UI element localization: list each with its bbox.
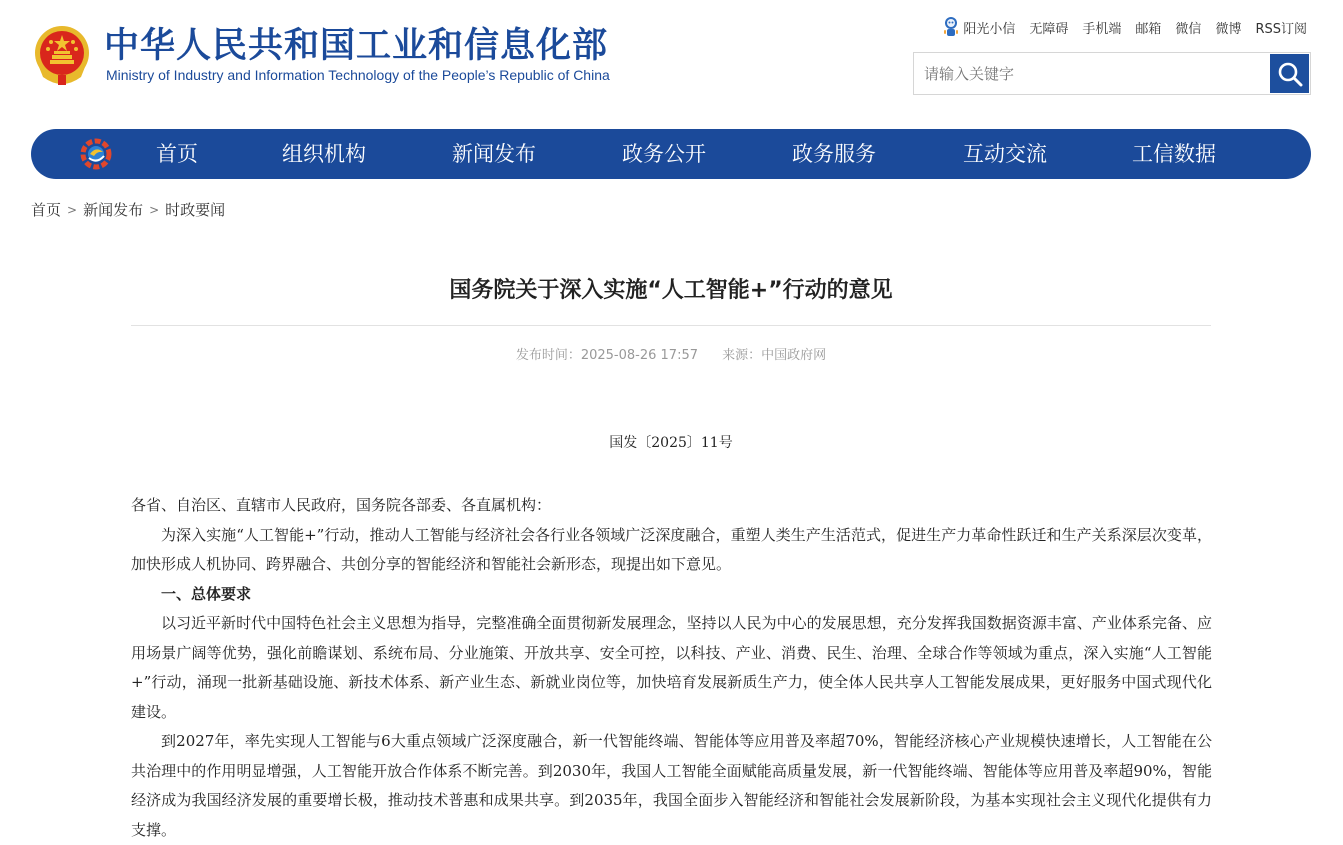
top-link-sunshine[interactable] bbox=[941, 15, 1015, 39]
site-title-en[interactable]: Ministry of Industry and Information Technology of the People’s Republic of China bbox=[106, 67, 610, 83]
intro-paragraph: 为深入实施“人工智能+”行动，推动人工智能与经济社会各行业各领域广泛深度融合，重塑人类生产生活范式，促进生产力革命性跃迁和生产关系深层次变革，加快形成人机协同、跨界融合、共创分享的智能经济和智能社会新形态，现提出如下意见。 bbox=[131, 525, 1212, 573]
breadcrumb bbox=[31, 199, 225, 220]
national-emblem-icon[interactable] bbox=[31, 23, 93, 87]
chevron-right-icon: > bbox=[67, 202, 78, 217]
top-link-accessibility[interactable]: 无障碍 bbox=[1029, 21, 1069, 37]
top-link-wechat[interactable]: 微信 bbox=[1175, 21, 1202, 37]
article-source: 来源：中国政府网 bbox=[722, 348, 827, 363]
search-box bbox=[913, 52, 1311, 95]
guideline-paragraph: 以习近平新时代中国特色社会主义思想为指导，完整准确全面贯彻新发展理念，坚持以人民为中心的发展思想，充分发挥我国数据资源丰富、产业体系完备、应用场景广阔等优势，强化前瞻谋划、系统布局、分业施策、开放共享、安全可控，以科技、产业、消费、民生、治理、全球合作等领域为重点，深入实施“人工智能+”行动，涌现一批新基础设施、新技术体系、新产业生态、新就业岗位等，加快培育发展新质生产力，使全体人民共享人工智能发展成果，更好服务中国式现代化建设。 bbox=[131, 614, 1212, 721]
site-title-cn[interactable]: 中华人民共和国工业和信息化部 bbox=[104, 26, 609, 66]
title-divider bbox=[131, 325, 1211, 326]
article-meta bbox=[131, 344, 1211, 363]
top-link-label: 阳光小信 bbox=[963, 21, 1016, 37]
nav-item-organization[interactable]: 组织机构 bbox=[282, 142, 366, 166]
nav-item-public-affairs[interactable]: 政务公开 bbox=[622, 142, 706, 166]
breadcrumb-home[interactable]: 首页 bbox=[31, 201, 62, 219]
miit-logo-icon[interactable] bbox=[79, 138, 113, 170]
robot-mascot-icon bbox=[941, 15, 961, 39]
search-input[interactable] bbox=[914, 53, 1270, 94]
breadcrumb-current[interactable]: 时政要闻 bbox=[165, 201, 226, 219]
nav-item-interaction[interactable]: 互动交流 bbox=[963, 142, 1047, 166]
nav-item-home[interactable]: 首页 bbox=[156, 142, 198, 166]
article-title: 国务院关于深入实施“人工智能+”行动的意见 bbox=[449, 278, 893, 303]
article-body bbox=[131, 491, 1212, 845]
goals-paragraph: 到2027年，率先实现人工智能与6大重点领域广泛深度融合，新一代智能终端、智能体等应用普及率超70%，智能经济核心产业规模快速增长，人工智能在公共治理中的作用明显增强，人工智能开放合作体系不断完善。到2030年，我国人工智能全面赋能高质量发展，新一代智能终端、智能体等应用普及率超90%，智能经济成为我国经济发展的重要增长极，推动技术普惠和成果共享。到2035年，我国全面步入智能经济和智能社会发展新阶段，为基本实现社会主义现代化提供有力支撑。 bbox=[131, 732, 1212, 839]
document-number: 国发〔2025〕11号 bbox=[609, 435, 733, 451]
nav-item-data[interactable]: 工信数据 bbox=[1132, 142, 1216, 166]
nav-item-services[interactable]: 政务服务 bbox=[792, 142, 876, 166]
search-icon bbox=[1277, 61, 1303, 87]
top-link-rss[interactable]: RSS订阅 bbox=[1255, 21, 1307, 37]
top-link-mobile[interactable]: 手机端 bbox=[1082, 21, 1122, 37]
salutation-paragraph: 各省、自治区、直辖市人民政府，国务院各部委、各直属机构： bbox=[131, 496, 552, 514]
top-link-mail[interactable]: 邮箱 bbox=[1135, 21, 1162, 37]
breadcrumb-news[interactable]: 新闻发布 bbox=[83, 201, 144, 219]
main-nav bbox=[31, 129, 1311, 179]
search-button[interactable] bbox=[1270, 54, 1309, 93]
nav-item-news[interactable]: 新闻发布 bbox=[452, 142, 536, 166]
site-header bbox=[0, 0, 1343, 125]
chevron-right-icon: > bbox=[149, 202, 160, 217]
section-heading: 一、总体要求 bbox=[161, 584, 252, 603]
publish-time: 发布时间：2025-08-26 17:57 bbox=[515, 348, 698, 363]
top-link-weibo[interactable]: 微博 bbox=[1215, 21, 1242, 37]
top-links bbox=[927, 15, 1307, 39]
